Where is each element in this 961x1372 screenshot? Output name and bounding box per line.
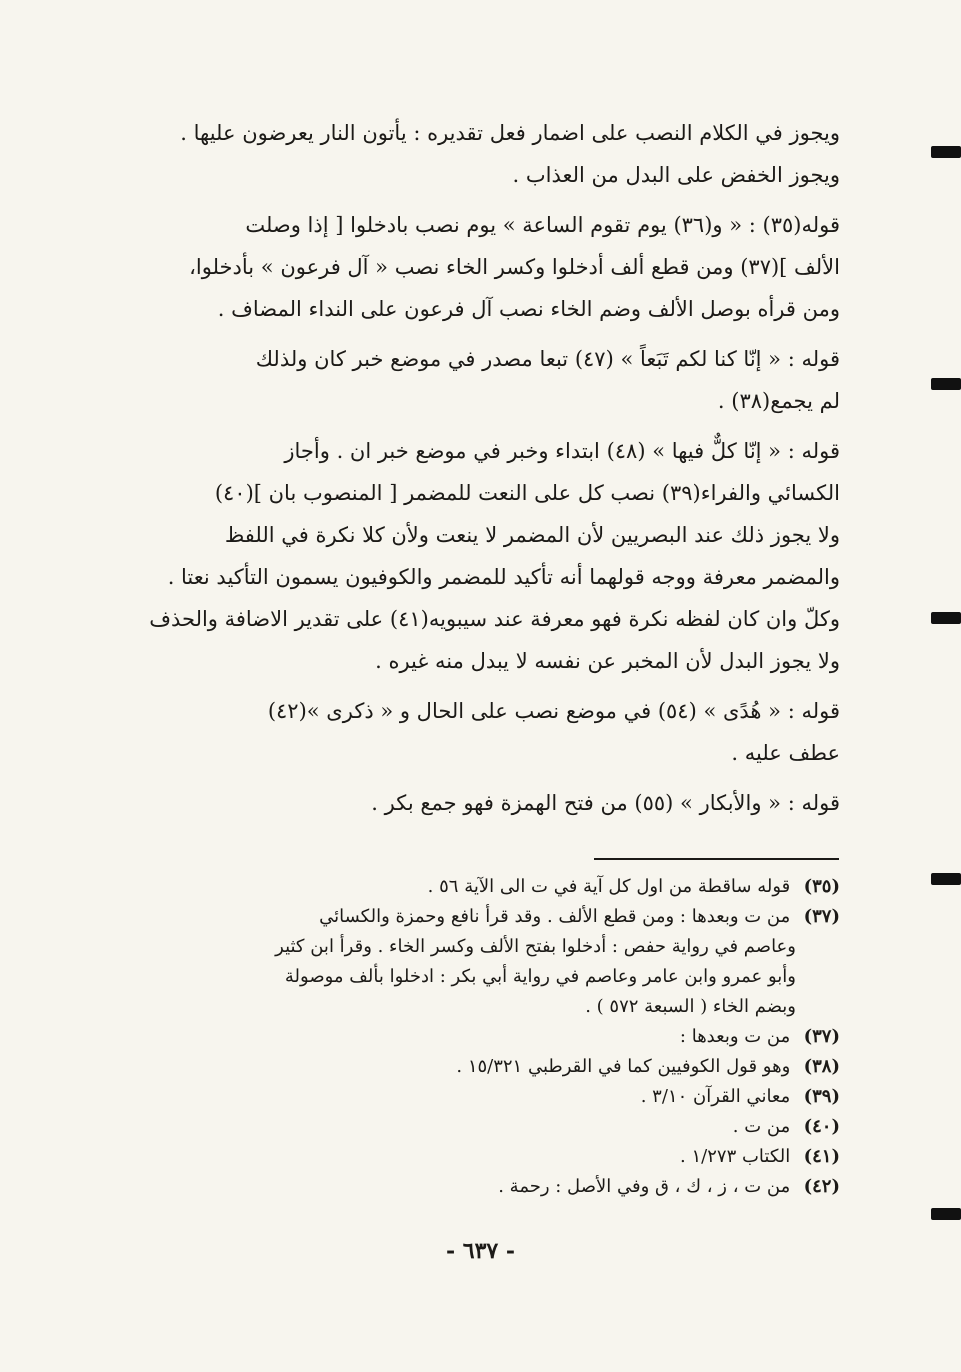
footnote <box>140 1052 840 1082</box>
footnote-text: الكتاب ١/٢٧٣ . <box>680 1146 791 1167</box>
footnote-number: (٤٢) <box>803 1176 840 1197</box>
text-line: وكلّ وان كان لفظه نكرة فهو معرفة عند سيبويه(٤١) على تقدير الاضافة والحذف <box>149 607 840 631</box>
paragraph <box>140 782 840 824</box>
text-line: قوله : « والأبكار » (٥٥) من فتح الهمزة فهو جمع بكر . <box>371 791 840 815</box>
text-line: ويجوز الخفض على البدل من العذاب . <box>512 163 840 187</box>
binding-mark <box>931 873 961 885</box>
footnote <box>140 1082 840 1112</box>
text-line: قوله : « إنّا كنا لكم تَبَعاً » (٤٧) تبعا مصدر في موضع خبر كان ولذلك <box>255 347 840 371</box>
footnote-number: (٣٧) <box>803 906 840 927</box>
footnote-separator <box>594 858 839 860</box>
text-line: ومن قرأه بوصل الألف وضم الخاء نصب آل فرعون على النداء المضاف . <box>217 297 840 321</box>
footnote <box>140 1142 840 1172</box>
footnote-text: معاني القرآن ٣/١٠ . <box>640 1086 791 1107</box>
paragraph <box>140 112 840 196</box>
main-text <box>140 112 840 832</box>
paragraph <box>140 690 840 774</box>
footnote-text: وهو قول الكوفيين كما في القرطبي ١٥/٣٢١ . <box>456 1056 791 1077</box>
footnote <box>140 902 840 1022</box>
footnote-number: (٤٠) <box>803 1116 840 1137</box>
binding-mark <box>931 612 961 624</box>
text-line: ولا يجوز ذلك عند البصريين لأن المضمر لا ينعت ولأن كلا نكرة في اللفظ <box>224 523 840 547</box>
footnote-number: (٣٥) <box>803 876 840 897</box>
footnote-text: وأبو عمرو وابن عامر وعاصم في رواية أبي بكر : ادخلوا بألف موصولة <box>284 966 796 987</box>
paragraph <box>140 204 840 330</box>
paragraph <box>140 430 840 682</box>
footnote-text: وعاصم في رواية حفص : أدخلوا بفتح الألف وكسر الخاء . وقرأ ابن كثير <box>275 936 796 957</box>
page-number: - ٦٣٧ - <box>445 1238 516 1264</box>
footnote <box>140 1112 840 1142</box>
binding-mark <box>931 378 961 390</box>
text-line: ولا يجوز البدل لأن المخبر عن نفسه لا يبدل منه غيره . <box>375 649 840 673</box>
text-line: الألف ](٣٧) ومن قطع ألف أدخلوا وكسر الخاء نصب « آل فرعون » بأدخلوا، <box>189 255 840 279</box>
text-line: قوله : « إنّا كلٌّ فيها » (٤٨) ابتداء وخبر في موضع خبر ان . وأجاز <box>284 439 840 463</box>
binding-mark <box>931 1208 961 1220</box>
footnote-text: قوله ساقطة من اول كل آية في ت الى الآية ٥٦ . <box>427 876 791 897</box>
footnote <box>140 1172 840 1202</box>
footnote-number: (٤١) <box>803 1146 840 1167</box>
text-line: قوله : « هُدًى » (٥٤) في موضع نصب على الحال و « ذكرى »(٤٢) <box>267 699 840 723</box>
footnote-text: من ت ، ز ، ك ، ق وفي الأصل : رحمة . <box>498 1176 791 1197</box>
footnotes <box>140 872 840 1202</box>
footnote-number: (٣٩) <box>803 1086 840 1107</box>
footnote-number: (٣٧) <box>803 1026 840 1047</box>
paragraph <box>140 338 840 422</box>
footnote-number: (٣٨) <box>803 1056 840 1077</box>
footnote <box>140 872 840 902</box>
footnote-text: من ت وبعدها : <box>679 1026 791 1047</box>
footnote-text: وبضم الخاء ( السبعة ٥٧٢ ) . <box>585 996 796 1017</box>
footnote-text: من ت . <box>732 1116 791 1137</box>
binding-mark <box>931 146 961 158</box>
text-line: ويجوز في الكلام النصب على اضمار فعل تقديره : يأتون النار يعرضون عليها . <box>180 121 840 145</box>
footnote-text: من ت وبعدها : ومن قطع الألف . وقد قرأ نافع وحمزة والكسائي <box>319 906 791 927</box>
text-line: قوله(٣٥) : « و(٣٦) يوم تقوم الساعة » يوم نصب بادخلوا [ إذا وصلت <box>245 213 840 237</box>
text-line: لم يجمع(٣٨) . <box>717 389 840 413</box>
text-line: الكسائي والفراء(٣٩) نصب كل على النعت للمضمر [ المنصوب بان ](٤٠) <box>214 481 840 505</box>
text-line: والمضمر معرفة ووجه قولهما أنه تأكيد للمضمر والكوفيون يسمون التأكيد نعتا . <box>167 565 840 589</box>
footnote <box>140 1022 840 1052</box>
text-line: عطف عليه . <box>731 741 840 765</box>
